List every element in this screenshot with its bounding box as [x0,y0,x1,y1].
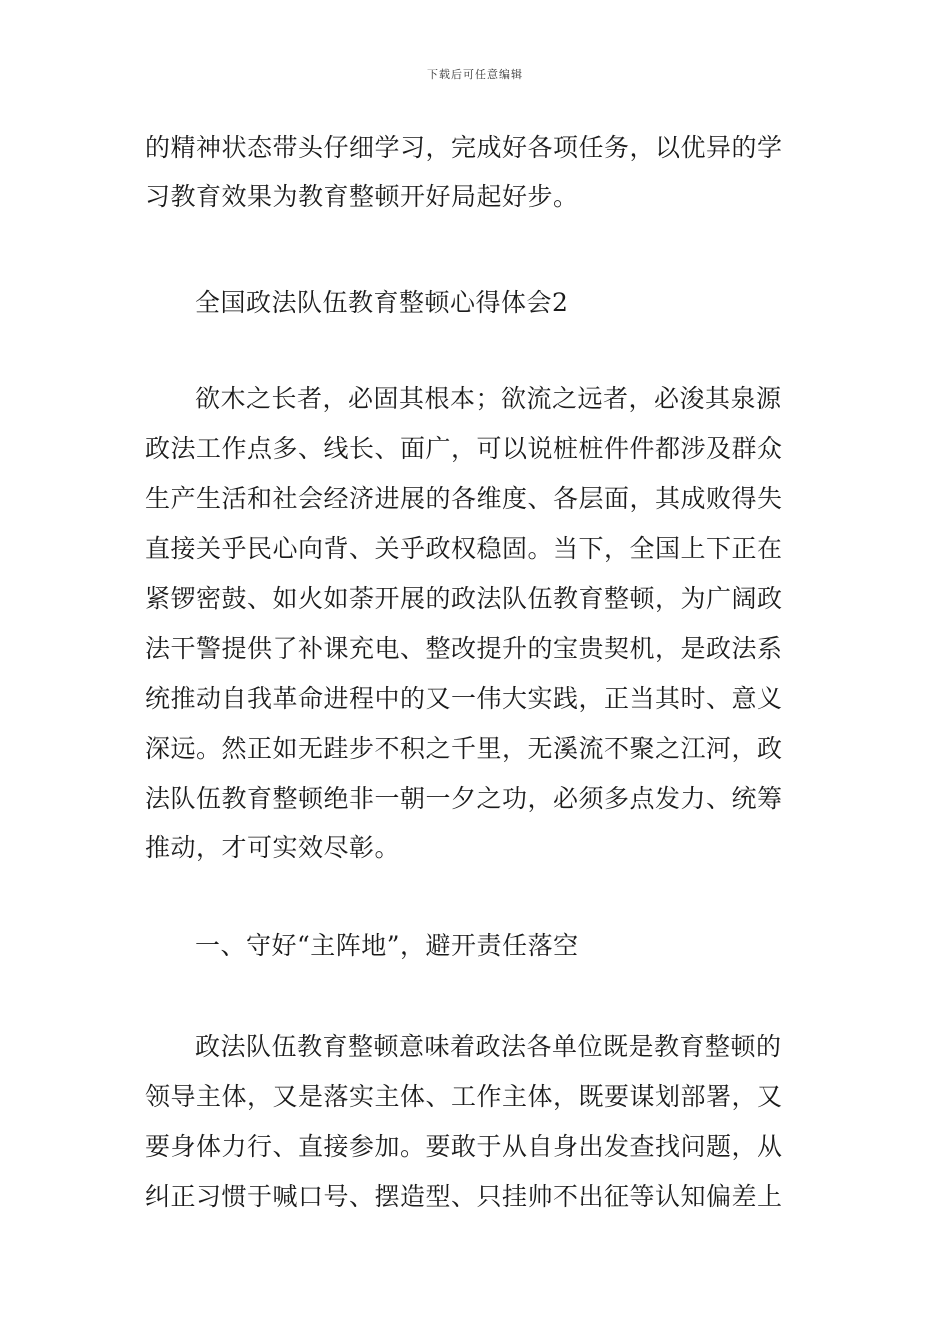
text-line: 深远。然正如无跬步不积之千里，无溪流不聚之江河，政 [145,734,783,763]
text-line: 法队伍教育整顿绝非一朝一夕之功，必须多点发力、统筹 [145,784,783,813]
text-line: 的精神状态带头仔细学习，完成好各项任务，以优异的学 [145,133,783,162]
text-line: 欲木之长者，必固其根本；欲流之远者，必浚其泉源 [195,384,782,413]
text-line: 紧锣密鼓、如火如荼开展的政法队伍教育整顿，为广阔政 [145,584,783,613]
text-line: 习教育效果为教育整顿开好局起好步。 [145,182,579,211]
text-line: 纠正习惯于喊口号、摆造型、只挂帅不出征等认知偏差上 [145,1182,783,1211]
text-line: 政法工作点多、线长、面广，可以说桩桩件件都涉及群众 [145,434,783,463]
text-line: 生产生活和社会经济进展的各维度、各层面，其成败得失 [145,484,783,513]
text-line: 法干警提供了补课充电、整改提升的宝贵契机，是政法系 [145,634,783,663]
page-header: 下载后可任意编辑 [427,68,523,81]
text-line: 统推动自我革命进程中的又一伟大实践，正当其时、意义 [145,684,783,713]
text-line: 政法队伍教育整顿意味着政法各单位既是教育整顿的 [195,1032,782,1061]
section-title: 全国政法队伍教育整顿心得体会2 [195,288,569,317]
text-line: 直接关乎民心向背、关乎政权稳固。当下，全国上下正在 [145,534,783,563]
section-heading: 一、守好“主阵地”，避开责任落空 [195,931,579,960]
text-line: 要身体力行、直接参加。要敢于从自身出发查找问题，从 [145,1132,783,1161]
text-line: 推动，才可实效尽彰。 [145,833,401,862]
text-line: 领导主体，又是落实主体、工作主体，既要谋划部署，又 [145,1082,783,1111]
